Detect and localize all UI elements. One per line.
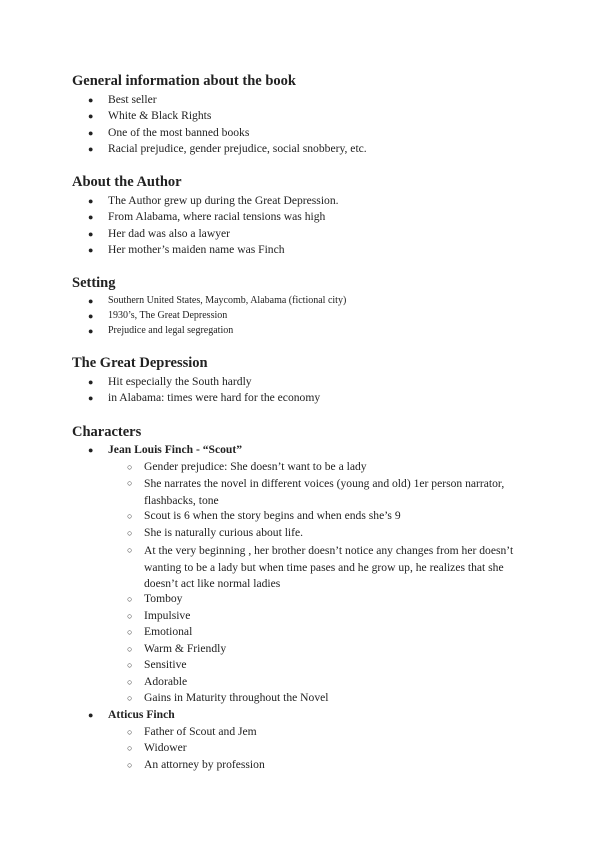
circle-bullet-icon: ○ xyxy=(127,677,133,687)
circle-bullet-icon: ○ xyxy=(127,644,133,654)
bullet-icon: ● xyxy=(88,229,94,239)
bullet-icon: ● xyxy=(88,144,94,154)
circle-bullet-icon: ○ xyxy=(127,545,133,555)
list-item: Hit especially the South hardly xyxy=(108,375,252,388)
list-item: Gains in Maturity throughout the Novel xyxy=(144,691,329,704)
heading-setting: Setting xyxy=(72,275,116,291)
heading-author: About the Author xyxy=(72,174,182,190)
list-item: Southern United States, Maycomb, Alabama (fictional city) xyxy=(108,295,347,306)
list-item: White & Black Rights xyxy=(108,109,212,122)
heading-general: General information about the book xyxy=(72,73,296,89)
list-item: Best seller xyxy=(108,93,157,106)
list-item: One of the most banned books xyxy=(108,126,250,139)
list-item: Widower xyxy=(144,741,187,754)
bullet-icon: ● xyxy=(88,111,94,121)
list-item: At the very beginning , her brother doesn’t notice any changes from her doesn’t wanting to be a lady but when time pases and he grow up, he realizes that she doesn’t act like normal ladies xyxy=(144,544,514,590)
character-name-atticus: Atticus Finch xyxy=(108,708,175,721)
list-item: 1930’s, The Great Depression xyxy=(108,310,228,321)
list-item: Sensitive xyxy=(144,658,187,671)
bullet-icon: ● xyxy=(88,710,94,720)
list-item: Prejudice and legal segregation xyxy=(108,325,234,336)
circle-bullet-icon: ○ xyxy=(127,727,133,737)
bullet-icon: ● xyxy=(88,196,94,206)
circle-bullet-icon: ○ xyxy=(127,693,133,703)
bullet-icon: ● xyxy=(88,311,94,321)
list-item: Her mother’s maiden name was Finch xyxy=(108,243,285,256)
list-item: Emotional xyxy=(144,625,193,638)
list-item: Scout is 6 when the story begins and when ends she’s 9 xyxy=(144,509,401,522)
bullet-icon: ● xyxy=(88,326,94,336)
circle-bullet-icon: ○ xyxy=(127,594,133,604)
bullet-icon: ● xyxy=(88,296,94,306)
circle-bullet-icon: ○ xyxy=(127,760,133,770)
list-item: From Alabama, where racial tensions was high xyxy=(108,210,326,223)
circle-bullet-icon: ○ xyxy=(127,511,133,521)
list-item: She is naturally curious about life. xyxy=(144,526,304,539)
bullet-icon: ● xyxy=(88,245,94,255)
list-item: Racial prejudice, gender prejudice, social snobbery, etc. xyxy=(108,142,367,155)
heading-great-depression: The Great Depression xyxy=(72,355,208,371)
circle-bullet-icon: ○ xyxy=(127,660,133,670)
list-item: Her dad was also a lawyer xyxy=(108,227,231,240)
bullet-icon: ● xyxy=(88,445,94,455)
list-item: An attorney by profession xyxy=(144,758,265,771)
circle-bullet-icon: ○ xyxy=(127,478,133,488)
list-item: Gender prejudice: She doesn’t want to be a lady xyxy=(144,460,367,473)
heading-characters: Characters xyxy=(72,424,142,440)
list-item: Tomboy xyxy=(144,592,183,605)
list-item: Father of Scout and Jem xyxy=(144,725,257,738)
circle-bullet-icon: ○ xyxy=(127,611,133,621)
character-name-scout: Jean Louis Finch - “Scout” xyxy=(108,443,242,456)
circle-bullet-icon: ○ xyxy=(127,743,133,753)
circle-bullet-icon: ○ xyxy=(127,528,133,538)
bullet-icon: ● xyxy=(88,393,94,403)
bullet-icon: ● xyxy=(88,128,94,138)
list-item: Adorable xyxy=(144,675,188,688)
bullet-icon: ● xyxy=(88,212,94,222)
circle-bullet-icon: ○ xyxy=(127,627,133,637)
list-item: The Author grew up during the Great Depression. xyxy=(108,194,339,207)
bullet-icon: ● xyxy=(88,95,94,105)
list-item: Warm & Friendly xyxy=(144,642,227,655)
circle-bullet-icon: ○ xyxy=(127,462,133,472)
list-item: She narrates the novel in different voices (young and old) 1er person narrator, flashbacks, tone xyxy=(144,477,505,507)
list-item: in Alabama: times were hard for the economy xyxy=(108,391,321,404)
list-item: Impulsive xyxy=(144,609,191,622)
bullet-icon: ● xyxy=(88,377,94,387)
